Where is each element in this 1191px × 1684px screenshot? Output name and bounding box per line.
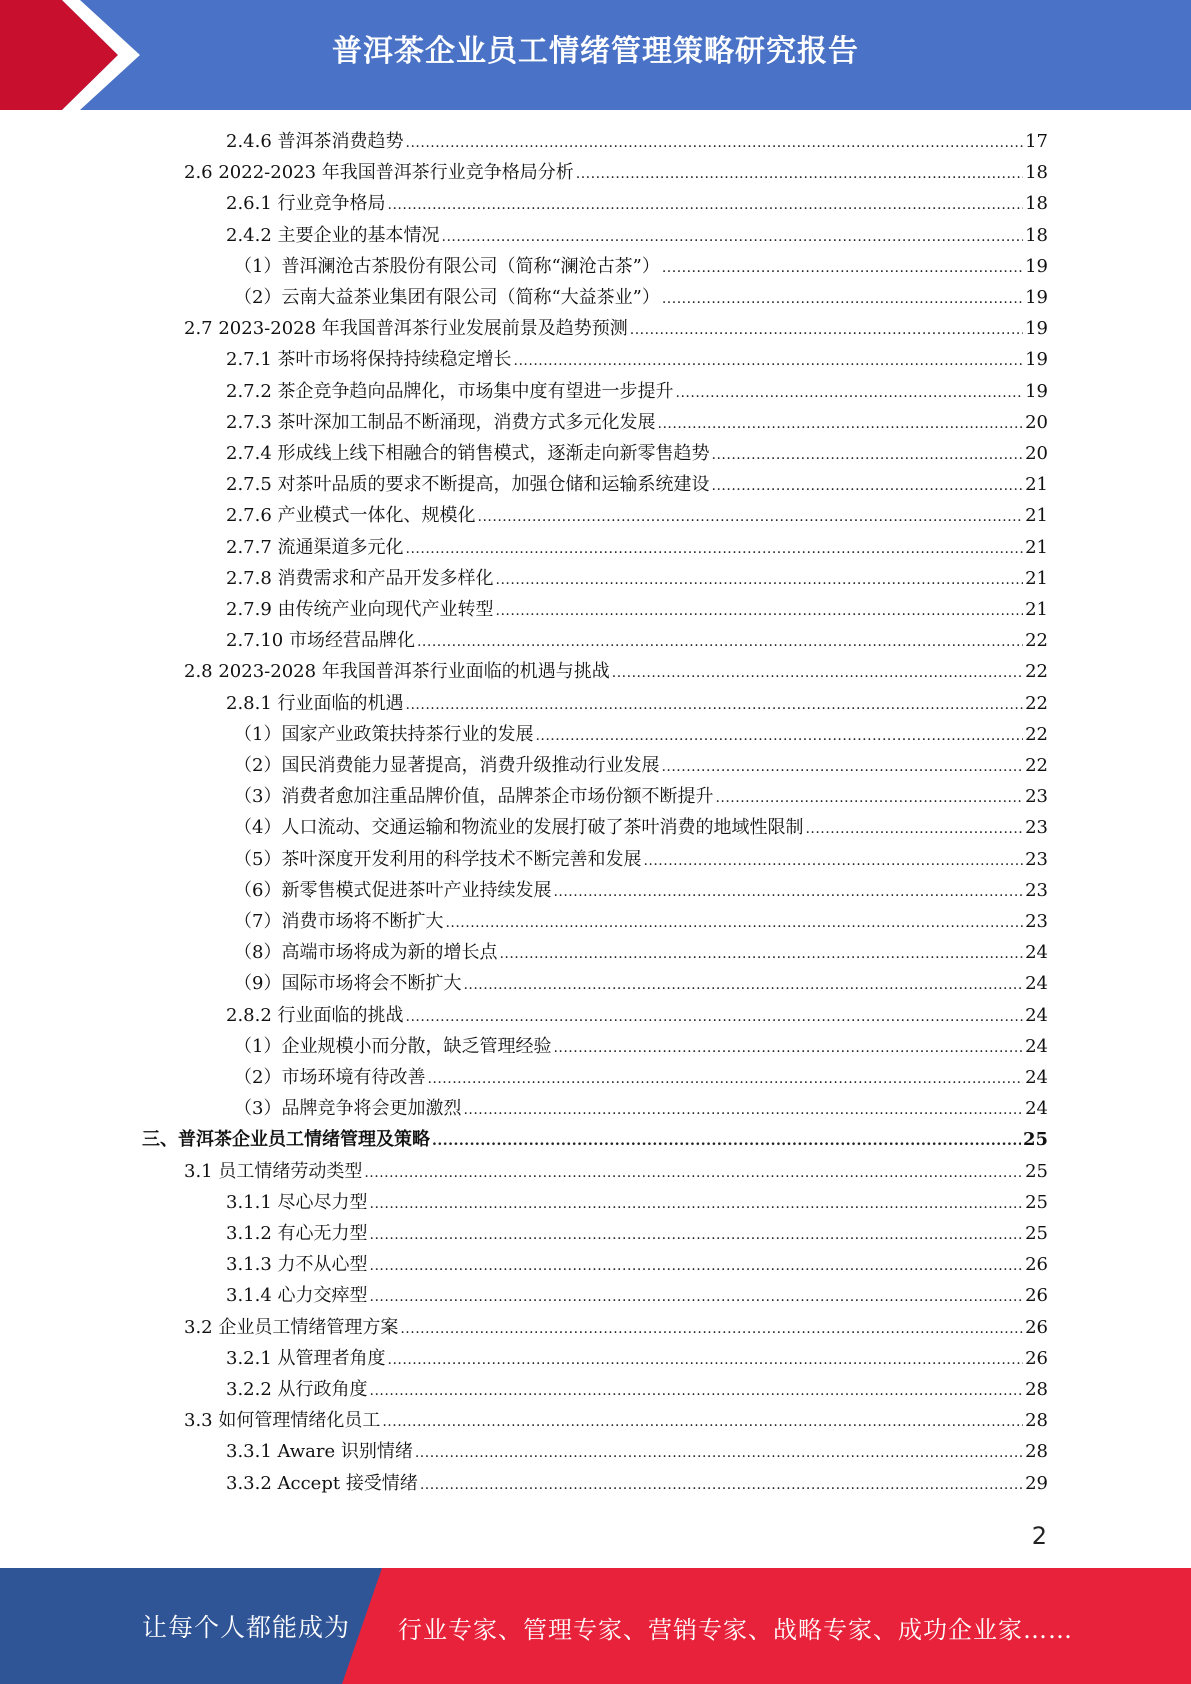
toc-entry-label: 3.2.2 从行政角度 xyxy=(226,1379,368,1400)
toc-dot-leader xyxy=(499,940,1023,968)
toc-entry-page: 19 xyxy=(1025,287,1048,308)
toc-entry-label: 2.6 2022-2023 年我国普洱茶行业竞争格局分析 xyxy=(184,162,574,184)
toc-dot-leader xyxy=(427,1065,1023,1093)
toc-dot-leader xyxy=(406,535,1024,563)
toc-entry-page: 19 xyxy=(1025,255,1048,277)
footer-slogan-right: 行业专家、管理专家、营销专家、战略专家、成功企业家…… xyxy=(398,1616,1073,1644)
toc-dot-leader xyxy=(406,1003,1024,1031)
toc-entry[interactable] xyxy=(226,502,1048,530)
toc-entry[interactable] xyxy=(184,1407,1048,1435)
toc-entry-page: 18 xyxy=(1025,193,1048,215)
toc-dot-leader xyxy=(712,441,1024,469)
toc-entry[interactable] xyxy=(226,440,1048,468)
toc-dot-leader xyxy=(478,503,1024,531)
toc-dot-leader xyxy=(388,191,1024,219)
toc-entry-label: （3）品牌竞争将会更加激烈 xyxy=(234,1098,462,1120)
toc-entry-page: 24 xyxy=(1025,1098,1048,1120)
toc-entry-label: 2.4.6 普洱茶消费趋势 xyxy=(226,131,404,152)
toc-dot-leader xyxy=(370,1377,1024,1405)
toc-entry-page: 22 xyxy=(1025,755,1048,776)
toc-dot-leader xyxy=(415,1439,1023,1467)
toc-entry-label: 3.2 企业员工情绪管理方案 xyxy=(184,1316,399,1338)
toc-entry-page: 17 xyxy=(1025,131,1048,152)
toc-entry-label: 3.1.1 尽心尽力型 xyxy=(226,1191,368,1213)
toc-entry-label: 3.3.2 Accept 接受情绪 xyxy=(226,1472,418,1494)
toc-entry-page: 22 xyxy=(1025,661,1048,683)
toc-entry[interactable] xyxy=(226,1282,1048,1310)
toc-dot-leader xyxy=(370,1221,1024,1249)
toc-entry[interactable] xyxy=(234,284,1048,312)
toc-entry-page: 19 xyxy=(1025,380,1048,402)
toc-entry-page: 25 xyxy=(1022,1129,1048,1151)
toc-dot-leader xyxy=(658,410,1024,438)
toc-dot-leader xyxy=(420,1471,1023,1499)
toc-entry-page: 24 xyxy=(1025,973,1048,995)
toc-entry-label: （4）人口流动、交通运输和物流业的发展打破了茶叶消费的地域性限制 xyxy=(234,817,804,839)
toc-dot-leader xyxy=(553,1034,1023,1062)
toc-entry[interactable] xyxy=(226,1470,1048,1498)
toc-entry-label: 3.1.4 心力交瘁型 xyxy=(226,1285,368,1307)
toc-entry-page: 23 xyxy=(1025,879,1048,901)
toc-entry-label: 三、普洱茶企业员工情绪管理及策略 xyxy=(142,1129,430,1151)
toc-entry-label: 2.7.6 产业模式一体化、规模化 xyxy=(226,505,476,527)
footer-slogan-left: 让每个人都能成为 xyxy=(142,1613,351,1642)
toc-dot-leader xyxy=(432,1127,1021,1155)
toc-entry-label: （8）高端市场将成为新的增长点 xyxy=(234,942,498,964)
toc-entry[interactable] xyxy=(184,1314,1048,1342)
toc-dot-leader xyxy=(370,1283,1024,1311)
toc-entry[interactable] xyxy=(226,471,1048,499)
toc-entry-label: （1）普洱澜沧古茶股份有限公司（简称“澜沧古茶”） xyxy=(234,255,660,277)
toc-entry-label: 2.6.1 行业竞争格局 xyxy=(226,193,386,215)
report-title: 普洱茶企业员工情绪管理策略研究报告 xyxy=(332,34,859,69)
toc-entry[interactable] xyxy=(226,222,1048,250)
toc-entry-page: 25 xyxy=(1025,1160,1048,1182)
toc-dot-leader xyxy=(676,379,1024,407)
toc-entry-label: （5）茶叶深度开发利用的科学技术不断完善和发展 xyxy=(234,848,642,870)
toc-entry-page: 21 xyxy=(1025,505,1048,527)
toc-dot-leader xyxy=(442,223,1024,251)
toc-entry[interactable] xyxy=(226,627,1048,655)
toc-entry-page: 24 xyxy=(1025,1035,1048,1057)
toc-dot-leader xyxy=(662,254,1023,282)
toc-entry-page: 28 xyxy=(1025,1441,1048,1463)
page-number: 2 xyxy=(1031,1522,1047,1550)
toc-entry[interactable] xyxy=(234,814,1048,842)
toc-entry[interactable] xyxy=(234,752,1048,780)
toc-entry-label: 3.3 如何管理情绪化员工 xyxy=(184,1410,381,1432)
toc-dot-leader xyxy=(406,691,1024,719)
toc-entry[interactable] xyxy=(226,565,1048,593)
toc-entry-page: 21 xyxy=(1025,536,1048,558)
toc-entry-page: 28 xyxy=(1025,1410,1048,1432)
toc-entry-label: （7）消费市场将不断扩大 xyxy=(234,911,444,932)
toc-entry[interactable] xyxy=(234,1095,1048,1123)
toc-entry-label: 2.4.2 主要企业的基本情况 xyxy=(226,224,440,246)
toc-dot-leader xyxy=(370,1252,1024,1280)
toc-entry[interactable] xyxy=(234,253,1048,281)
toc-entry[interactable] xyxy=(226,1438,1048,1466)
toc-entry-page: 20 xyxy=(1025,411,1048,433)
toc-entry-label: 2.7.5 对茶叶品质的要求不断提高，加强仓储和运输系统建设 xyxy=(226,474,710,496)
toc-dot-leader xyxy=(382,1408,1023,1436)
toc-entry[interactable] xyxy=(226,1251,1048,1279)
toc-entry[interactable] xyxy=(226,1220,1048,1248)
toc-entry-page: 23 xyxy=(1025,786,1048,808)
toc-dot-leader xyxy=(417,628,1023,656)
toc-entry-page: 22 xyxy=(1025,692,1048,714)
toc-entry[interactable] xyxy=(226,128,1048,156)
toc-entry-label: （6）新零售模式促进茶叶产业持续发展 xyxy=(234,879,552,901)
toc-entry-page: 22 xyxy=(1025,630,1048,652)
page-header xyxy=(0,0,1191,110)
toc-entry-page: 26 xyxy=(1025,1254,1048,1276)
toc-entry[interactable] xyxy=(184,658,1048,686)
toc-entry-page: 21 xyxy=(1025,567,1048,589)
toc-entry[interactable] xyxy=(184,315,1048,343)
toc-entry[interactable] xyxy=(226,690,1048,718)
toc-entry[interactable] xyxy=(226,378,1048,406)
toc-dot-leader xyxy=(630,316,1023,344)
toc-entry-page: 19 xyxy=(1025,318,1048,340)
toc-entry-page: 20 xyxy=(1025,443,1048,464)
toc-entry[interactable] xyxy=(226,1345,1048,1373)
toc-dot-leader xyxy=(576,160,1023,188)
toc-entry-page: 23 xyxy=(1025,911,1048,932)
toc-entry[interactable] xyxy=(226,534,1048,562)
toc-entry-page: 19 xyxy=(1025,349,1048,371)
toc-entry-page: 18 xyxy=(1025,224,1048,246)
toc-dot-leader xyxy=(364,1159,1023,1187)
toc-entry-page: 24 xyxy=(1025,1004,1048,1026)
toc-entry-label: 3.3.1 Aware 识别情绪 xyxy=(226,1441,413,1463)
toc-entry[interactable] xyxy=(226,346,1048,374)
toc-dot-leader xyxy=(388,1346,1024,1374)
toc-entry[interactable] xyxy=(226,190,1048,218)
toc-dot-leader xyxy=(514,347,1024,375)
toc-entry-label: 3.1.2 有心无力型 xyxy=(226,1223,368,1244)
toc-dot-leader xyxy=(496,597,1024,625)
toc-entry-label: 2.7.2 茶企竞争趋向品牌化，市场集中度有望进一步提升 xyxy=(226,380,674,402)
toc-entry-label: （3）消费者愈加注重品牌价值，品牌茶企市场份额不断提升 xyxy=(234,786,714,808)
toc-entry-page: 24 xyxy=(1025,942,1048,964)
toc-dot-leader xyxy=(445,909,1023,937)
toc-entry-label: 2.7.1 茶叶市场将保持持续稳定增长 xyxy=(226,349,512,371)
toc-entry-label: 2.7.9 由传统产业向现代产业转型 xyxy=(226,599,494,620)
toc-entry-label: 3.1 员工情绪劳动类型 xyxy=(184,1160,363,1182)
toc-entry-label: 2.7 2023-2028 年我国普洱茶行业发展前景及趋势预测 xyxy=(184,318,628,340)
toc-entry-label: 2.7.4 形成线上线下相融合的销售模式，逐渐走向新零售趋势 xyxy=(226,443,710,464)
toc-dot-leader xyxy=(553,878,1023,906)
toc-entry-label: （2）市场环境有待改善 xyxy=(234,1067,426,1088)
toc-entry[interactable] xyxy=(234,939,1048,967)
toc-entry[interactable] xyxy=(226,1376,1048,1404)
toc-entry-page: 25 xyxy=(1025,1191,1048,1213)
toc-entry[interactable] xyxy=(234,846,1048,874)
toc-entry-page: 21 xyxy=(1025,599,1048,620)
toc-entry-label: 2.7.7 流通渠道多元化 xyxy=(226,536,404,558)
toc-entry[interactable] xyxy=(234,721,1048,749)
toc-entry-page: 24 xyxy=(1025,1067,1048,1088)
toc-entry-page: 23 xyxy=(1025,848,1048,870)
toc-entry-label: 3.2.1 从管理者角度 xyxy=(226,1347,386,1369)
toc-entry-label: 2.7.10 市场经营品牌化 xyxy=(226,630,415,652)
toc-entry-page: 26 xyxy=(1025,1316,1048,1338)
toc-entry-page: 26 xyxy=(1025,1285,1048,1307)
toc-entry-page: 22 xyxy=(1025,723,1048,745)
toc-entry-label: 2.8.2 行业面临的挑战 xyxy=(226,1004,404,1026)
toc-entry-page: 25 xyxy=(1025,1223,1048,1244)
toc-dot-leader xyxy=(715,784,1023,812)
toc-entry-label: （2）云南大益茶业集团有限公司（简称“大益茶业”） xyxy=(234,287,660,308)
toc-entry[interactable] xyxy=(226,409,1048,437)
toc-entry[interactable] xyxy=(184,159,1048,187)
toc-entry-page: 29 xyxy=(1025,1472,1048,1494)
toc-entry[interactable] xyxy=(234,1033,1048,1061)
toc-dot-leader xyxy=(370,1190,1024,1218)
toc-dot-leader xyxy=(661,753,1023,781)
toc-dot-leader xyxy=(496,566,1024,594)
page-footer xyxy=(0,1568,1191,1684)
toc-entry[interactable] xyxy=(234,877,1048,905)
toc-entry[interactable] xyxy=(226,596,1048,624)
toc-entry[interactable] xyxy=(226,1189,1048,1217)
toc-entry[interactable] xyxy=(234,783,1048,811)
toc-dot-leader xyxy=(662,285,1023,313)
toc-entry-label: 2.7.3 茶叶深加工制品不断涌现，消费方式多元化发展 xyxy=(226,411,656,433)
toc-entry-page: 21 xyxy=(1025,474,1048,496)
toc-entry[interactable] xyxy=(184,1158,1048,1186)
toc-dot-leader xyxy=(712,472,1024,500)
toc-dot-leader xyxy=(535,722,1023,750)
toc-dot-leader xyxy=(406,129,1024,157)
toc-entry-page: 23 xyxy=(1025,817,1048,839)
toc-dot-leader xyxy=(400,1315,1023,1343)
toc-entry[interactable] xyxy=(234,1064,1048,1092)
toc-dot-leader xyxy=(612,659,1023,687)
toc-entry-page: 18 xyxy=(1025,162,1048,184)
toc-entry-label: 3.1.3 力不从心型 xyxy=(226,1254,368,1276)
toc-entry-label: （2）国民消费能力显著提高，消费升级推动行业发展 xyxy=(234,755,660,776)
toc-entry-label: 2.7.8 消费需求和产品开发多样化 xyxy=(226,567,494,589)
toc-entry[interactable] xyxy=(226,1002,1048,1030)
toc-entry-label: （1）企业规模小而分散，缺乏管理经验 xyxy=(234,1035,552,1057)
toc-entry-label: 2.8.1 行业面临的机遇 xyxy=(226,692,404,714)
toc-entry-page: 28 xyxy=(1025,1379,1048,1400)
toc-dot-leader xyxy=(463,971,1023,999)
toc-entry[interactable] xyxy=(234,970,1048,998)
toc-entry[interactable] xyxy=(234,908,1048,936)
toc-entry-label: （9）国际市场将会不断扩大 xyxy=(234,973,462,995)
toc-dot-leader xyxy=(643,847,1023,875)
toc-entry[interactable] xyxy=(142,1126,1048,1154)
toc-entry-label: 2.8 2023-2028 年我国普洱茶行业面临的机遇与挑战 xyxy=(184,661,610,683)
toc-entry-page: 26 xyxy=(1025,1347,1048,1369)
toc-dot-leader xyxy=(805,815,1023,843)
toc-entry-label: （1）国家产业政策扶持茶行业的发展 xyxy=(234,723,534,745)
toc-dot-leader xyxy=(463,1096,1023,1124)
